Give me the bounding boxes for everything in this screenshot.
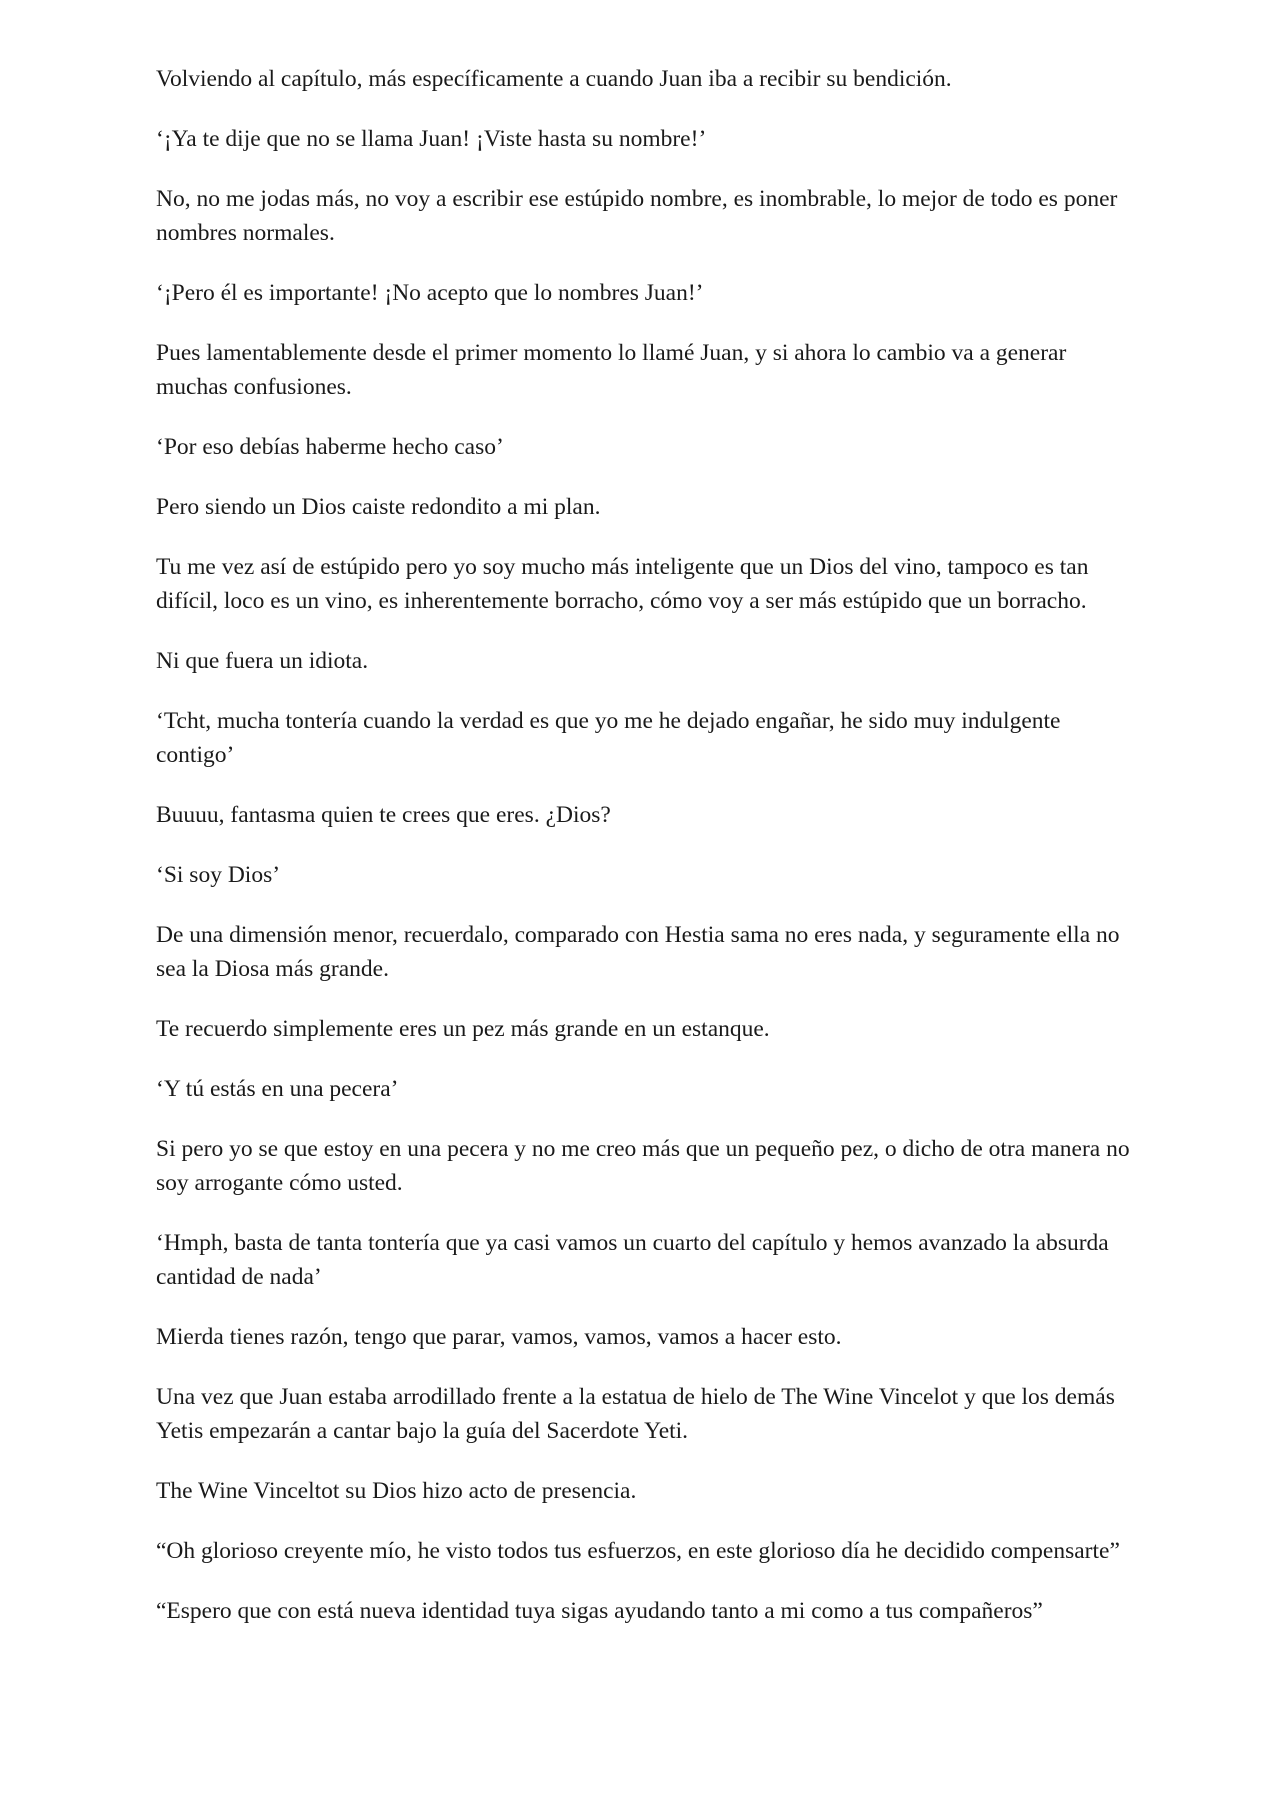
paragraph: Si pero yo se que estoy en una pecera y no me creo más que un pequeño pez, o dicho de otra manera no soy arrogante cómo usted. <box>156 1136 1130 1196</box>
paragraph: Una vez que Juan estaba arrodillado frente a la estatua de hielo de The Wine Vincelot y que los demás Yetis empezarán a cantar bajo la guía del Sacerdote Yeti. <box>156 1384 1115 1444</box>
paragraph: Tu me vez así de estúpido pero yo soy mucho más inteligente que un Dios del vino, tampoco es tan difícil, loco es un vino, es inherentemente borracho, cómo voy a ser más estúpido que un borracho. <box>156 554 1089 614</box>
paragraph: ‘Tcht, mucha tontería cuando la verdad es que yo me he dejado engañar, he sido muy indulgente contigo’ <box>156 708 1061 768</box>
paragraph: “Oh glorioso creyente mío, he visto todos tus esfuerzos, en este glorioso día he decidido compensarte” <box>156 1538 1120 1564</box>
paragraph: ‘¡Pero él es importante! ¡No acepto que lo nombres Juan!’ <box>156 280 704 306</box>
paragraph: ‘Por eso debías haberme hecho caso’ <box>156 434 504 460</box>
paragraph: Buuuu, fantasma quien te crees que eres. ¿Dios? <box>156 802 611 828</box>
paragraph: Volviendo al capítulo, más específicamente a cuando Juan iba a recibir su bendición. <box>156 66 952 92</box>
paragraph: ‘¡Ya te dije que no se llama Juan! ¡Viste hasta su nombre!’ <box>156 126 707 152</box>
paragraph: Ni que fuera un idiota. <box>156 648 369 674</box>
paragraph: ‘Si soy Dios’ <box>156 862 281 888</box>
paragraph: De una dimensión menor, recuerdalo, comparado con Hestia sama no eres nada, y seguramente ella no sea la Diosa más grande. <box>156 922 1120 982</box>
paragraph: ‘Y tú estás en una pecera’ <box>156 1076 399 1102</box>
paragraph: ‘Hmph, basta de tanta tontería que ya casi vamos un cuarto del capítulo y hemos avanzado la absurda cantidad de nada’ <box>156 1230 1109 1290</box>
paragraph: Te recuerdo simplemente eres un pez más grande en un estanque. <box>156 1016 770 1042</box>
paragraph: The Wine Vinceltot su Dios hizo acto de presencia. <box>156 1478 637 1504</box>
document-page <box>156 62 1136 1654</box>
paragraph: Pero siendo un Dios caiste redondito a mi plan. <box>156 494 601 520</box>
paragraph: “Espero que con está nueva identidad tuya sigas ayudando tanto a mi como a tus compañeros” <box>156 1598 1043 1624</box>
paragraph: Mierda tienes razón, tengo que parar, vamos, vamos, vamos a hacer esto. <box>156 1324 842 1350</box>
paragraph: Pues lamentablemente desde el primer momento lo llamé Juan, y si ahora lo cambio va a generar muchas confusiones. <box>156 340 1067 400</box>
paragraph: No, no me jodas más, no voy a escribir ese estúpido nombre, es inombrable, lo mejor de todo es poner nombres normales. <box>156 186 1118 246</box>
